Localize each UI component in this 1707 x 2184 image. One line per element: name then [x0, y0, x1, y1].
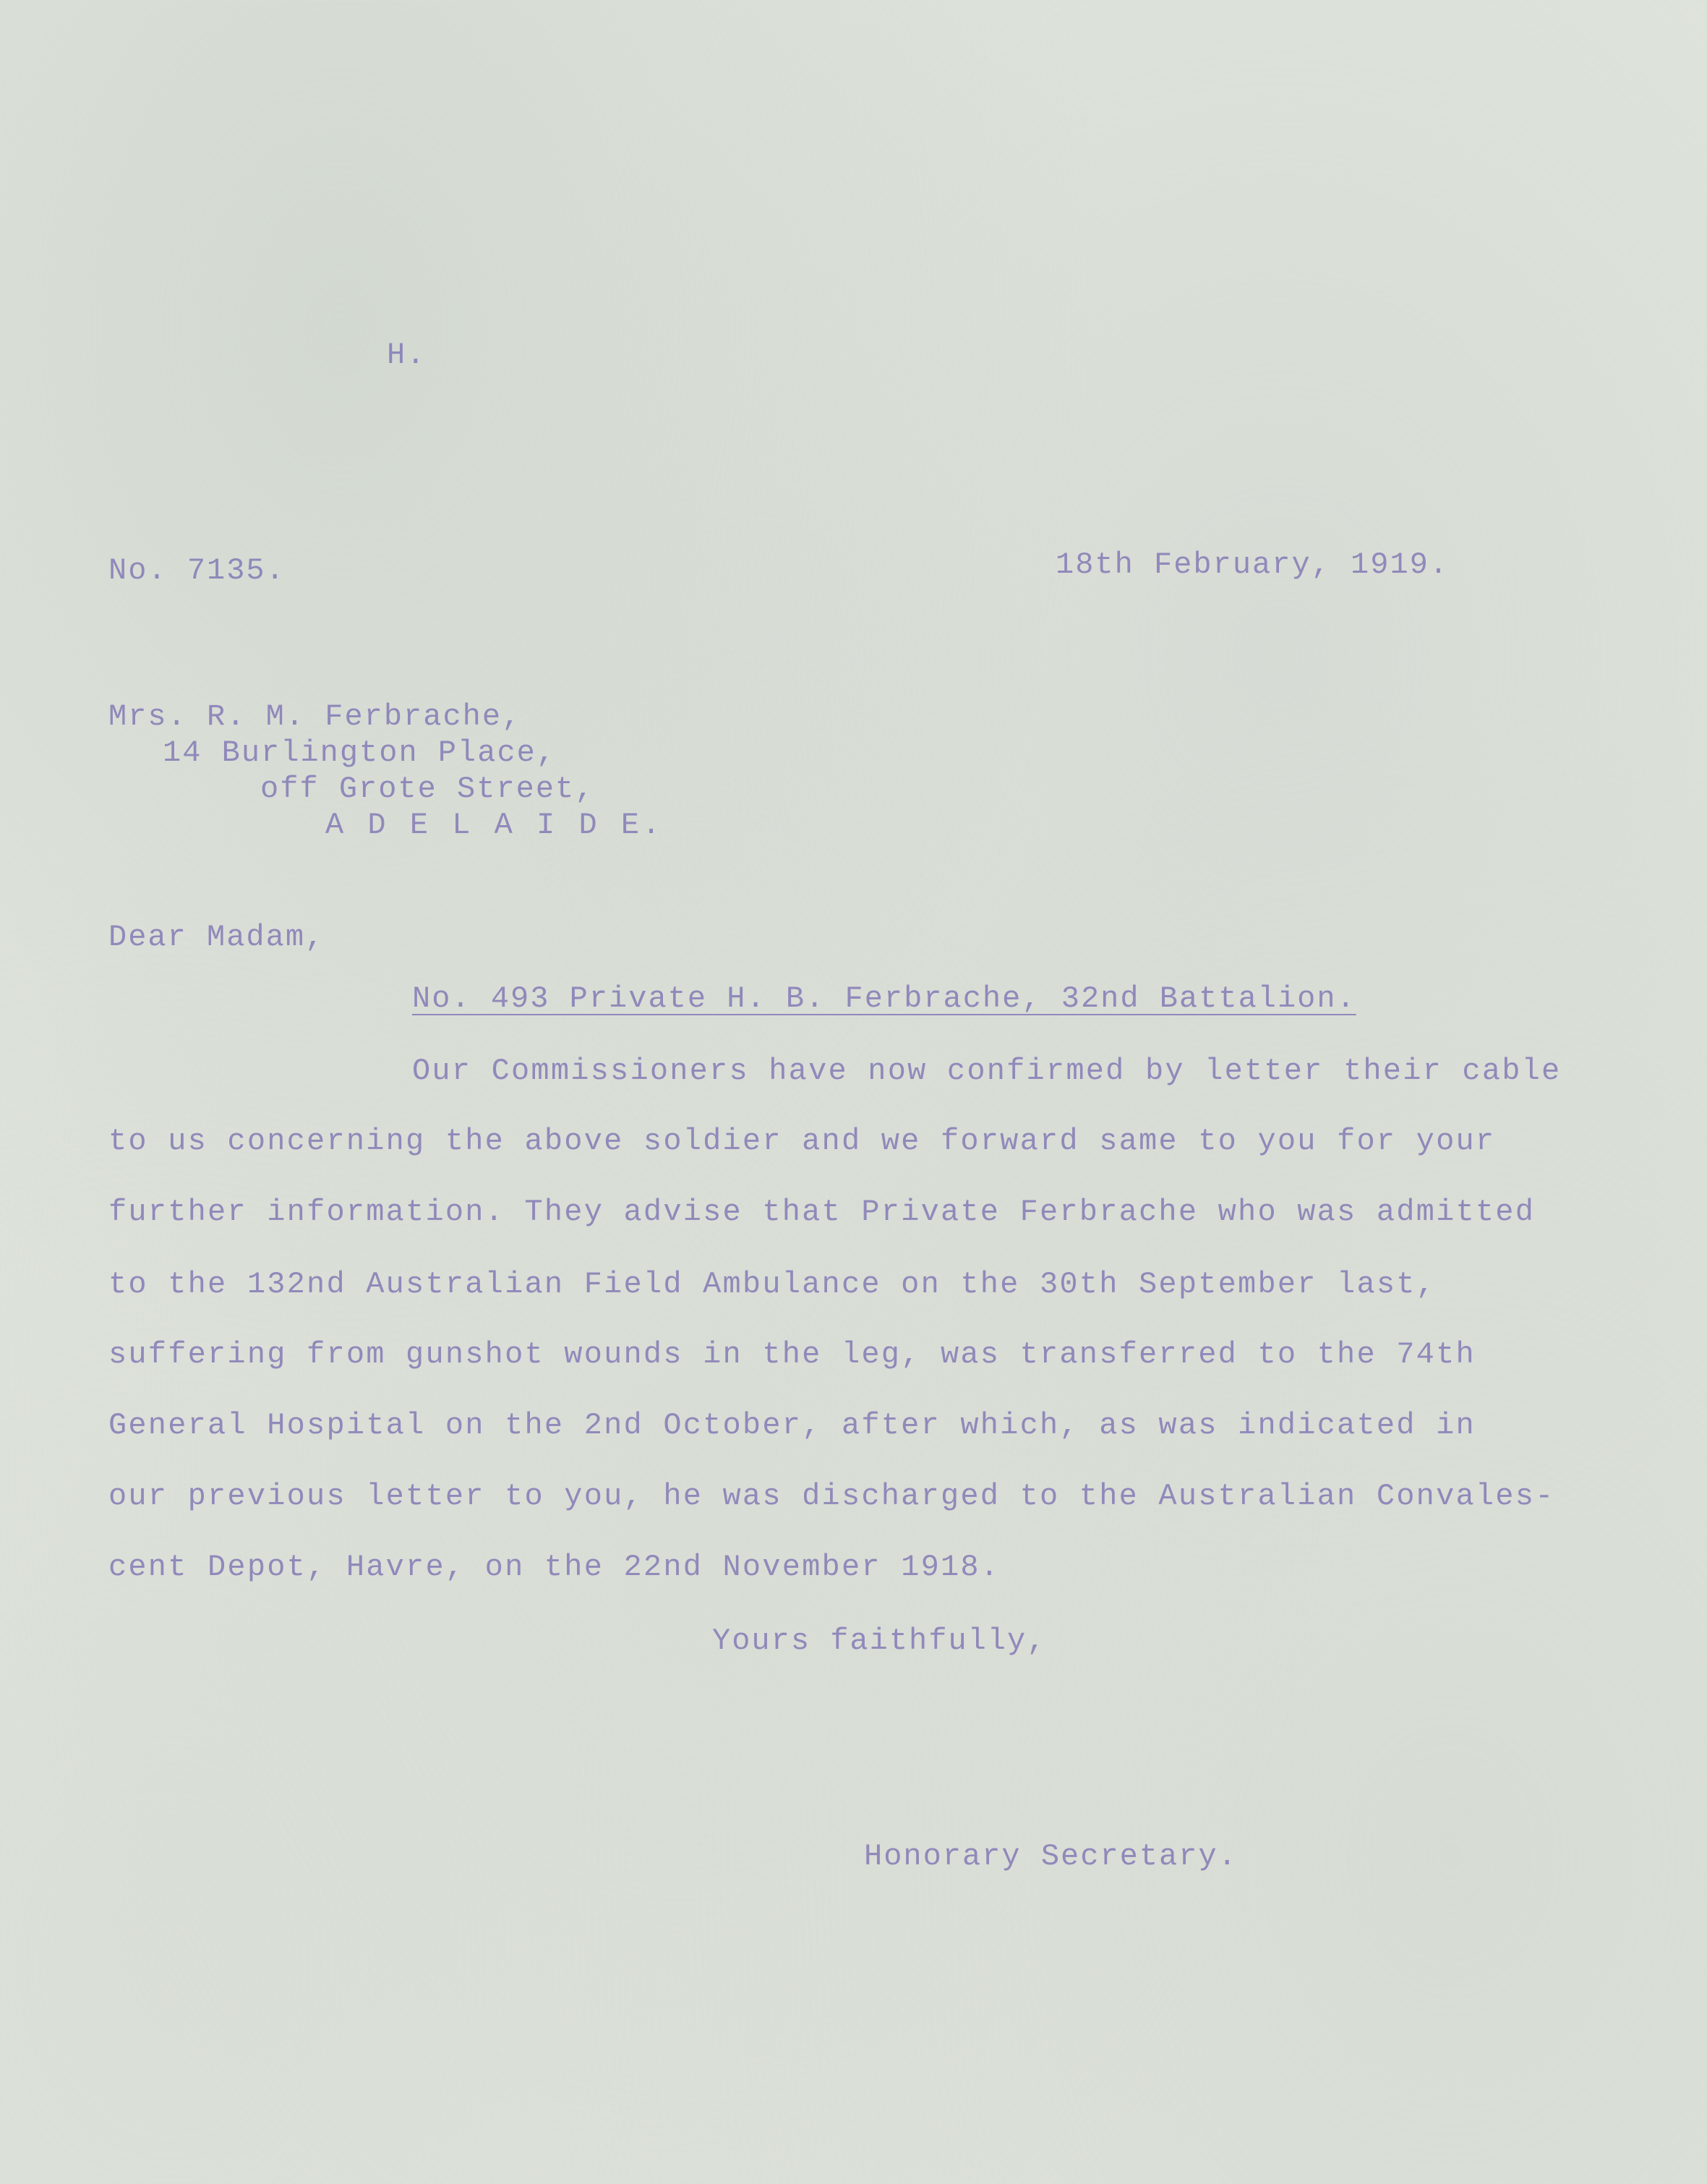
- body-line-7: our previous letter to you, he was discharged to the Australian Convales-: [108, 1479, 1555, 1514]
- recipient-locality: off Grote Street,: [260, 772, 595, 806]
- body-line-6: General Hospital on the 2nd October, after which, as was indicated in: [108, 1408, 1476, 1443]
- recipient-city: A D E L A I D E.: [325, 808, 664, 843]
- body-line-3: further information. They advise that Private Ferbrache who was admitted: [108, 1195, 1536, 1229]
- typist-initial: H.: [387, 338, 427, 372]
- recipient-name: Mrs. R. M. Ferbrache,: [108, 699, 522, 734]
- body-line-5: suffering from gunshot wounds in the leg, was transferred to the 74th: [108, 1337, 1476, 1372]
- recipient-street: 14 Burlington Place,: [163, 735, 557, 770]
- body-line-1: Our Commissioners have now confirmed by letter their cable: [412, 1054, 1562, 1088]
- body-line-4: to the 132nd Australian Field Ambulance on the 30th September last,: [108, 1267, 1437, 1302]
- body-line-2: to us concerning the above soldier and we forward same to you for your: [108, 1124, 1496, 1159]
- body-line-8: cent Depot, Havre, on the 22nd November 1918.: [108, 1550, 1001, 1584]
- salutation: Dear Madam,: [108, 920, 325, 955]
- subject-line: No. 493 Private H. B. Ferbrache, 32nd Battalion.: [412, 981, 1356, 1016]
- reference-number: No. 7135.: [108, 553, 286, 588]
- signatory-title: Honorary Secretary.: [864, 1839, 1238, 1874]
- letter-date: 18th February, 1919.: [1056, 547, 1450, 582]
- closing: Yours faithfully,: [712, 1624, 1047, 1658]
